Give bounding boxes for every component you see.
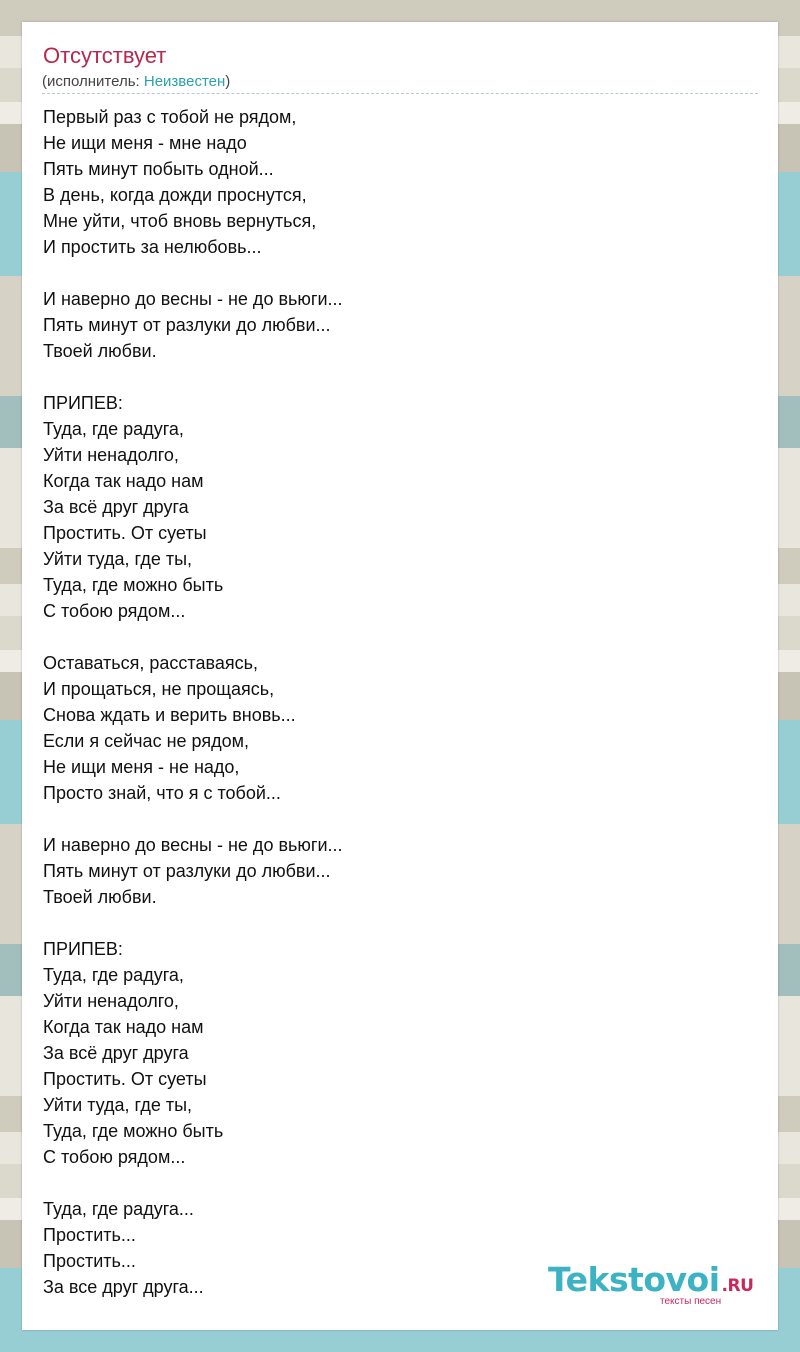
lyrics-card: [22, 22, 778, 1330]
artist-line: [42, 72, 230, 92]
site-logo[interactable]: [548, 1262, 758, 1310]
artist-link[interactable]: Неизвестен: [143, 73, 226, 90]
divider: [42, 93, 758, 94]
logo-wordmark: [548, 1262, 758, 1304]
logo-tagline: тексты песен: [660, 1296, 722, 1307]
logo-name: Tekstovoi: [548, 1260, 720, 1299]
artist-prefix: (исполнитель:: [42, 73, 144, 90]
logo-tld: .RU: [721, 1276, 754, 1296]
lyrics-text: Первый раз с тобой не рядом, Не ищи меня - мне надо Пять минут побыть одной... В день, когда дожди проснутся, Мне уйти, чтоб вновь вернуться, И простить за нелюбовь... И наверно до весны - не до вьюги... Пять минут от разлуки до любви... Твоей любви. ПРИПЕВ: Туда, где радуга, Уйти ненадолго, Когда так надо нам За всё друг друга Простить. От суеты Уйти туда, где ты, Туда, где можно быть С тобою рядом... Оставаться, расставаясь, И прощаться, не прощаясь, Снова ждать и верить вновь... Если я сейчас не рядом, Не ищи меня - не надо, Просто знай, что я с тобой... И наверно до весны - не до вьюги... Пять минут от разлуки до любви... Твоей любви. ПРИПЕВ: Туда, где радуга, Уйти ненадолго, Когда так надо нам За всё друг друга Простить. От суеты Уйти туда, где ты, Туда, где можно быть С тобою рядом... Туда, где радуга... Простить... Простить... За все друг друга...: [43, 107, 343, 1297]
artist-suffix: ): [225, 73, 231, 90]
song-title: Отсутствует: [43, 43, 167, 68]
